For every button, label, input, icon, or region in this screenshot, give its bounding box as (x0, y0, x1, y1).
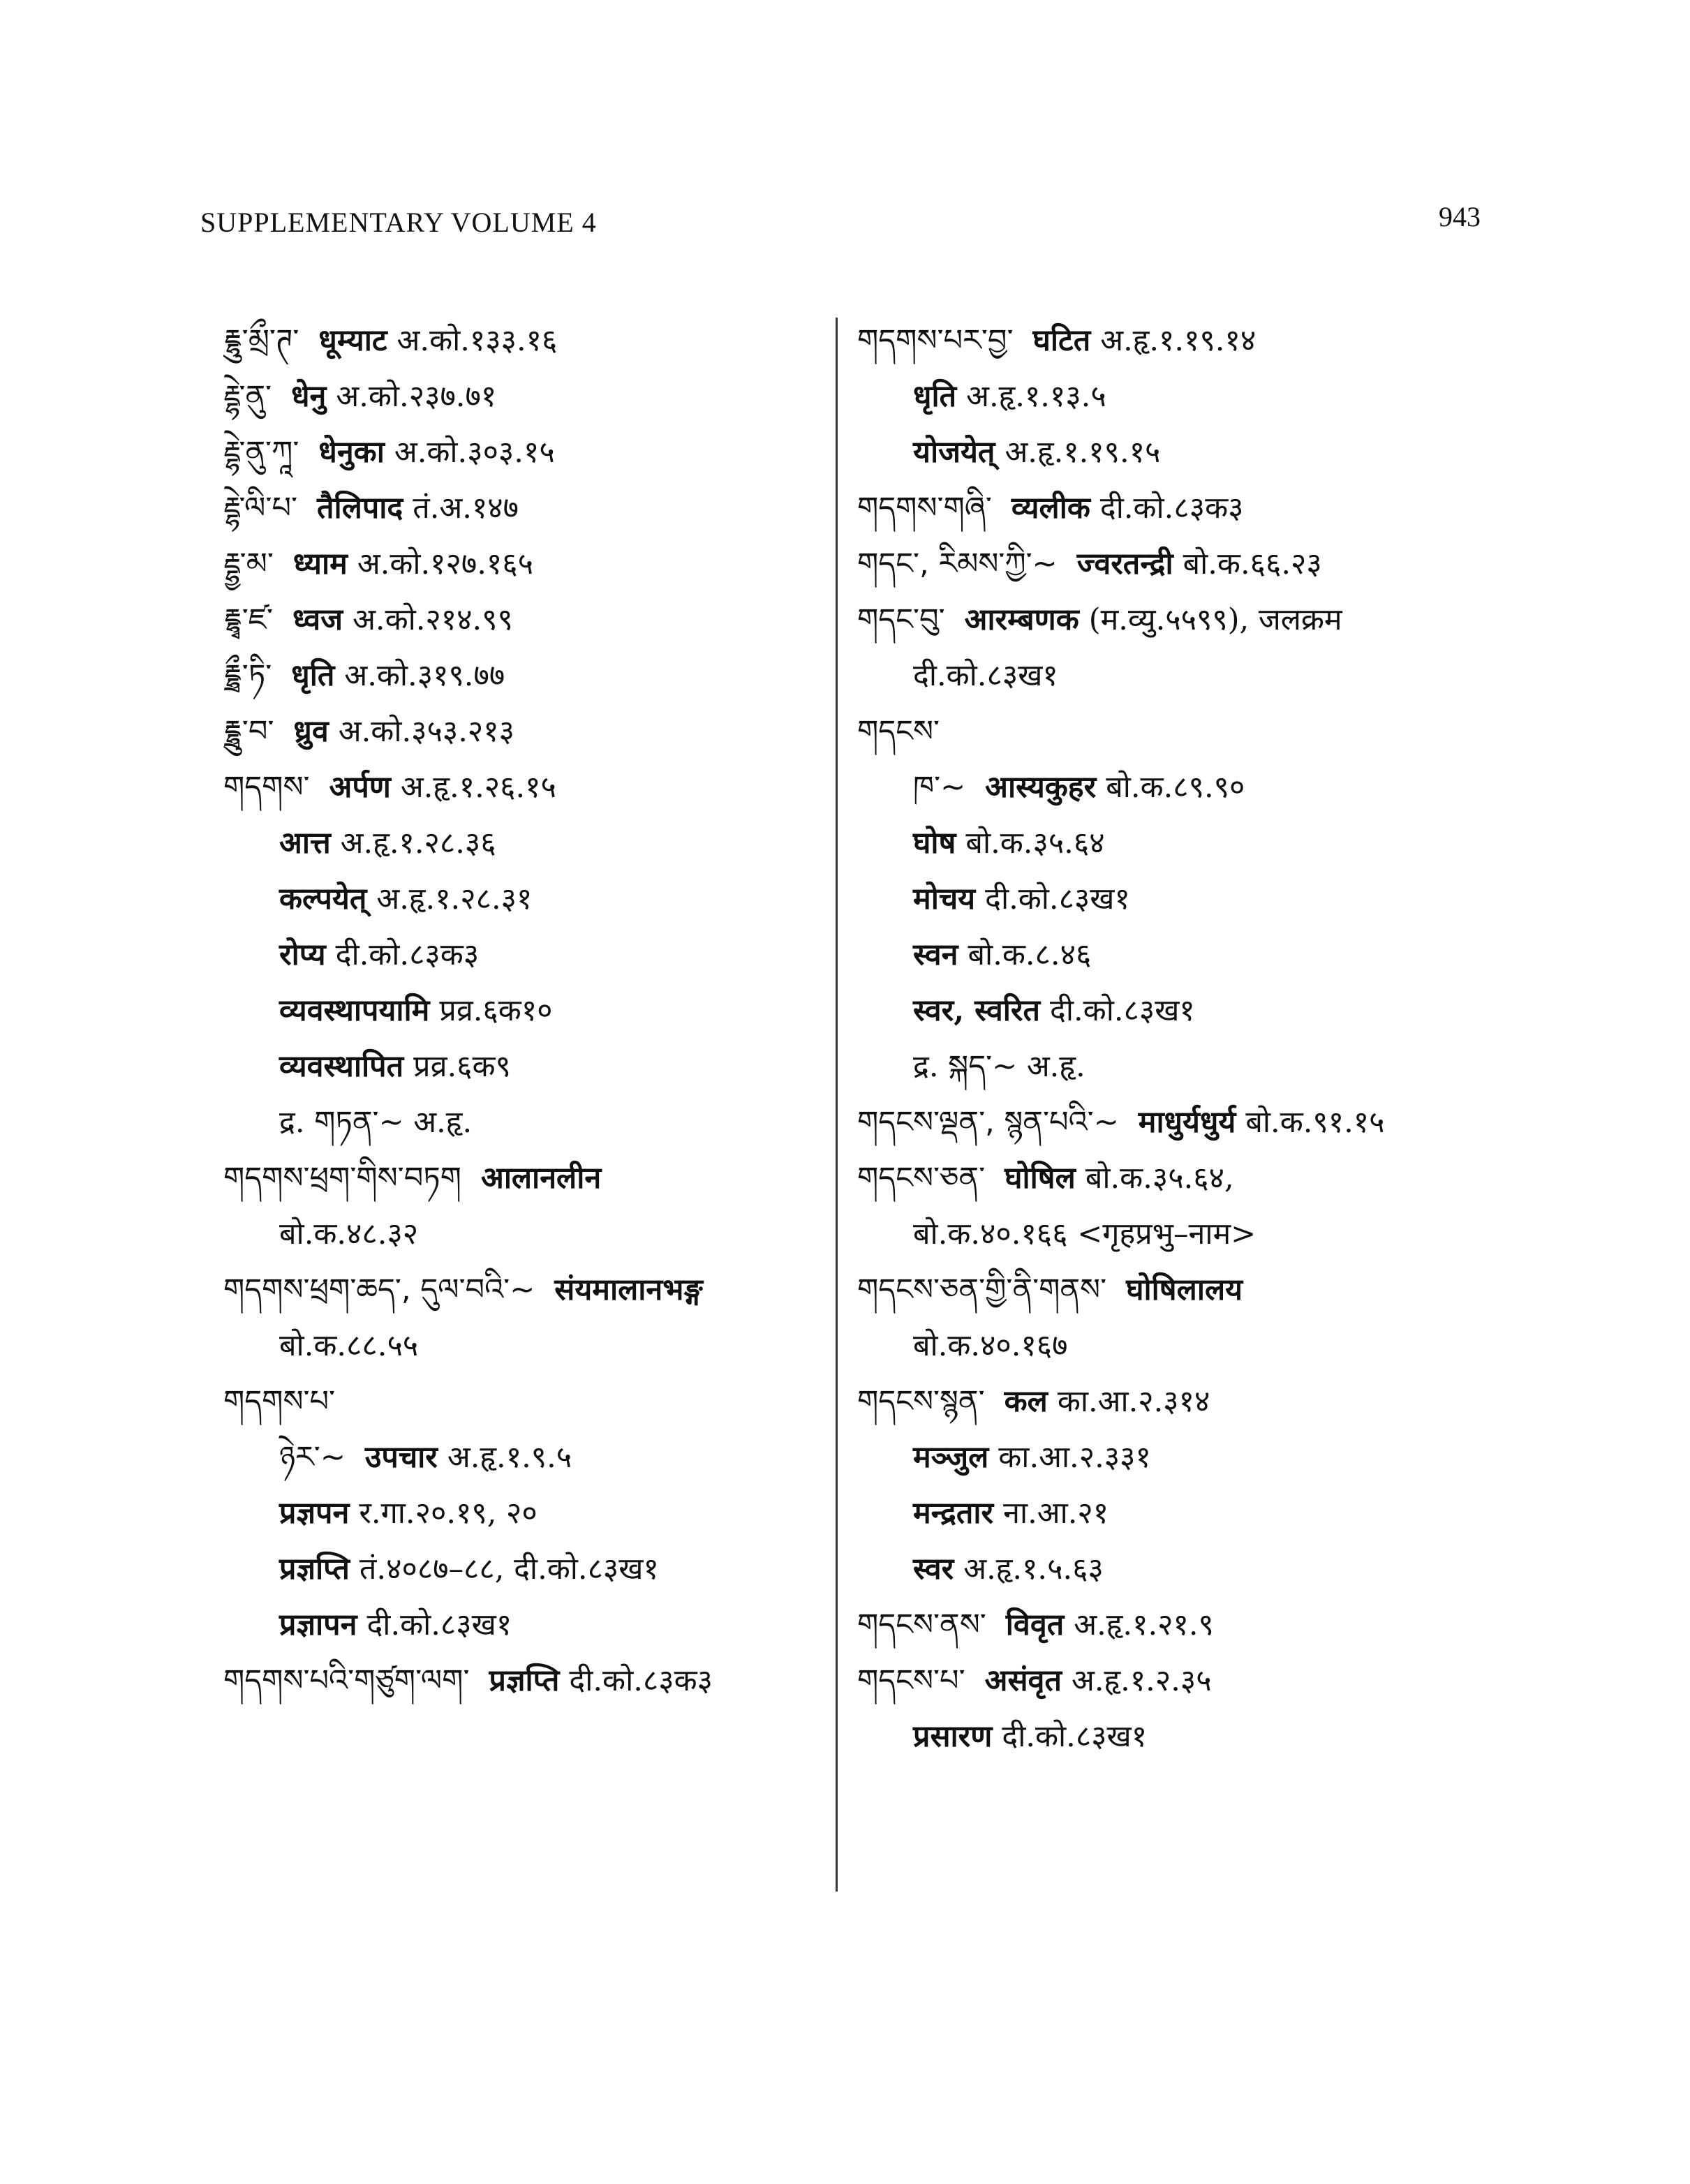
dictionary-entry (223, 1374, 817, 1429)
source-reference: अ.को.१२७.१६५ (357, 547, 534, 581)
source-reference: प्रव्र.६क१० (439, 993, 553, 1028)
source-reference: दी.को.८३ख१ (366, 1607, 512, 1642)
sanskrit-equivalent: विवृत (1005, 1607, 1065, 1642)
source-reference: दी.को.८३ख१ (985, 882, 1130, 916)
dictionary-entry (223, 369, 817, 424)
sanskrit-equivalent: असंवृत (984, 1663, 1062, 1698)
dictionary-entry (857, 480, 1485, 536)
sanskrit-equivalent: प्रज्ञप्ति (489, 1663, 560, 1698)
sub-entry (223, 871, 817, 927)
sanskrit-equivalent: आत्त (279, 826, 331, 861)
sanskrit-equivalent: रोप्य (279, 937, 326, 972)
sanskrit-equivalent: संयमालानभङ्ग (554, 1272, 703, 1307)
sanskrit-equivalent: ध्वज (292, 602, 343, 637)
source-reference: बो.क.८.४६ (968, 937, 1092, 972)
source-reference: बो.क.४८.३२ (279, 1217, 419, 1251)
sanskrit-equivalent: घोषिलालय (1126, 1272, 1243, 1307)
source-reference: ना.आ.२१ (1003, 1496, 1109, 1531)
dictionary-entry (857, 313, 1485, 369)
tibetan-headword: རྡྷུ་མྲྀ་ཊ་ (223, 323, 299, 358)
sub-entry (857, 1039, 1485, 1094)
sanskrit-equivalent: प्रसारण (913, 1719, 993, 1754)
dictionary-entry (223, 704, 817, 759)
tibetan-headword: རྡྷྱ་མ་ (223, 547, 274, 581)
entry-continuation (857, 648, 1485, 704)
dictionary-entry (223, 759, 817, 815)
tibetan-headword: གདངས་ནས་ (857, 1607, 986, 1642)
source-reference: द्र. སྐད་~ अ.हृ. (913, 1049, 1085, 1084)
left-column (223, 313, 817, 1709)
source-reference: अ.हृ.१.२८.३१ (376, 882, 533, 916)
source-reference: बो.क.४०.१६६ <गृहप्रभु–नाम> (913, 1217, 1257, 1251)
dictionary-entry (223, 648, 817, 704)
tibetan-headword: གདངས་ལྡན་, སྙན་པའི་~ (857, 1105, 1119, 1140)
source-reference: द्र. གཏན་~ अ.हृ. (279, 1105, 473, 1140)
sanskrit-equivalent: कल्पयेत् (279, 882, 367, 916)
sub-entry (857, 1485, 1485, 1541)
source-reference: अ.को.३५३.२१३ (338, 714, 514, 749)
source-reference: का.आ.२.३१४ (1057, 1384, 1210, 1419)
tibetan-headword: གདང་བུ་ (857, 602, 945, 637)
sanskrit-equivalent: घोषिल (1005, 1161, 1076, 1196)
sanskrit-equivalent: ध्रुव (293, 714, 329, 749)
tibetan-headword: གདངས་ (857, 714, 940, 749)
column-divider (836, 318, 838, 1892)
tibetan-headword: གདང་, རིམས་ཀྱི་~ (857, 547, 1058, 581)
dictionary-entry (223, 1262, 817, 1318)
source-reference: अ.हृ.१.९.५ (447, 1440, 572, 1475)
dictionary-entry (857, 1262, 1485, 1318)
sanskrit-equivalent: घोष (913, 826, 956, 861)
sanskrit-equivalent: आलानलीन (480, 1161, 602, 1196)
source-reference: अ.को.३१९.७७ (344, 658, 505, 693)
entry-continuation (223, 1206, 817, 1262)
source-reference: अ.हृ.१.१९.१५ (1005, 435, 1161, 470)
source-reference: अ.को.२३७.७१ (336, 379, 497, 414)
sanskrit-equivalent: धृति (913, 379, 957, 414)
sub-entry (223, 1094, 817, 1150)
sub-entry (857, 759, 1485, 815)
tibetan-headword: གདགས་ཕྲག་ཆད་, དུལ་བའི་~ (223, 1272, 535, 1307)
dictionary-entry (857, 1597, 1485, 1653)
sub-entry (857, 1709, 1485, 1765)
source-reference: बो.क.९१.१५ (1245, 1105, 1385, 1140)
sanskrit-equivalent: स्वर, स्वरित (913, 993, 1041, 1028)
dictionary-entry (223, 1150, 817, 1206)
dictionary-entry (857, 1094, 1485, 1150)
sub-entry (857, 871, 1485, 927)
sub-entry (857, 424, 1485, 480)
sanskrit-equivalent: धृति (291, 658, 335, 693)
sub-entry (223, 1429, 817, 1485)
sanskrit-equivalent: घटित (1032, 323, 1091, 358)
dictionary-entry (223, 313, 817, 369)
source-reference: बो.क.८८.५५ (279, 1328, 419, 1363)
source-reference: अ.हृ.१.२.३५ (1071, 1663, 1212, 1698)
sanskrit-equivalent: आस्यकुहर (985, 770, 1097, 805)
sub-entry (223, 983, 817, 1039)
source-reference: तं.अ.१४७ (413, 491, 519, 526)
source-reference: अ.हृ.१.२१.९ (1074, 1607, 1214, 1642)
source-reference: दी.को.८३क३ (1099, 491, 1244, 526)
sub-entry (223, 927, 817, 983)
source-reference: अ.हृ.१.१३.५ (966, 379, 1106, 414)
source-reference: (म.व्यु.५५९९), जलक्रम (1088, 602, 1342, 637)
sub-entry (223, 1485, 817, 1541)
source-reference: अ.हृ.१.२८.३६ (340, 826, 496, 861)
source-reference: अ.को.२१४.९९ (353, 602, 513, 637)
sanskrit-equivalent: व्यवस्थापित (279, 1049, 404, 1084)
dictionary-entry (857, 536, 1485, 592)
tibetan-headword: གདངས་ཅན་གྱི་ནི་གནས་ (857, 1272, 1107, 1307)
sanskrit-equivalent: धूम्याट (318, 323, 387, 358)
dictionary-entry (223, 1653, 817, 1709)
source-reference: बो.क.६६.२३ (1183, 547, 1322, 581)
dictionary-entry (223, 424, 817, 480)
sub-entry (857, 369, 1485, 424)
source-reference: बो.क.८९.९० (1106, 770, 1245, 805)
sanskrit-equivalent: स्वन (913, 937, 958, 972)
tibetan-headword: གདགས་ (223, 770, 310, 805)
dictionary-entry (857, 1374, 1485, 1429)
sanskrit-equivalent: प्रज्ञापन (279, 1607, 357, 1642)
source-reference: अ.को.३०३.१५ (394, 435, 555, 470)
entry-continuation (857, 1206, 1485, 1262)
source-reference: प्रव्र.६क९ (413, 1049, 511, 1084)
sanskrit-equivalent: तैलिपाद (317, 491, 403, 526)
sanskrit-equivalent: व्यलीक (1011, 491, 1090, 526)
sanskrit-equivalent: ध्याम (292, 547, 348, 581)
sanskrit-equivalent: प्रज्ञपन (279, 1496, 350, 1531)
source-reference: अ.हृ.१.५.६३ (963, 1552, 1104, 1587)
sub-entry (223, 1541, 817, 1597)
sub-entry (857, 983, 1485, 1039)
entry-continuation (857, 1318, 1485, 1374)
sub-entry (223, 1039, 817, 1094)
source-reference: बो.क.३५.६४, (1085, 1161, 1234, 1196)
tibetan-headword: རྡྷྭ་ཛ་ (223, 602, 274, 637)
sanskrit-equivalent: प्रज्ञप्ति (279, 1552, 350, 1587)
source-reference: दी.को.८३ख१ (913, 658, 1058, 693)
tibetan-headword: ཁ་~ (913, 770, 966, 805)
dictionary-entry (857, 1653, 1485, 1709)
sanskrit-equivalent: मन्द्रतार (913, 1496, 994, 1531)
sanskrit-equivalent: ज्वरतन्द्री (1076, 547, 1173, 581)
sub-entry (223, 1597, 817, 1653)
tibetan-headword: རྡྷེ་ལི་པ་ (223, 491, 298, 526)
sanskrit-equivalent: मञ्जुल (913, 1440, 989, 1475)
tibetan-headword: རྡྷེ་ནུ་ (223, 379, 272, 414)
source-reference: दी.को.८३क३ (335, 937, 480, 972)
sanskrit-equivalent: अर्पण (329, 770, 391, 805)
tibetan-headword: ཉེར་~ (279, 1440, 346, 1475)
sanskrit-equivalent: माधुर्यधुर्य (1138, 1105, 1236, 1140)
source-reference: दी.को.८३ख१ (1002, 1719, 1148, 1754)
source-reference: र.गा.२०.१९, २० (359, 1496, 538, 1531)
tibetan-headword: རྡྷྲྀ་ཏི་ (223, 658, 272, 693)
dictionary-entry (223, 480, 817, 536)
source-reference: बो.क.४०.१६७ (913, 1328, 1068, 1363)
source-reference: अ.हृ.१.१९.१४ (1100, 323, 1257, 358)
source-reference: तं.४०८७–८८, दी.को.८३ख१ (359, 1552, 659, 1587)
sanskrit-equivalent: उपचार (364, 1440, 438, 1475)
tibetan-headword: གདགས་པ་ (223, 1384, 336, 1419)
source-reference: दी.को.८३ख१ (1050, 993, 1195, 1028)
entry-continuation (223, 1318, 817, 1374)
sub-entry (857, 815, 1485, 871)
tibetan-headword: གདངས་པ་ (857, 1663, 965, 1698)
sub-entry (857, 927, 1485, 983)
source-reference: का.आ.२.३३१ (998, 1440, 1151, 1475)
dictionary-entry (857, 1150, 1485, 1206)
right-column (857, 313, 1485, 1765)
source-reference: बो.क.३५.६४ (965, 826, 1105, 861)
running-title: SUPPLEMENTARY VOLUME 4 (200, 207, 597, 238)
sanskrit-equivalent: व्यवस्थापयामि (279, 993, 430, 1028)
dictionary-entry (857, 704, 1485, 759)
sub-entry (857, 1541, 1485, 1597)
sub-entry (857, 1429, 1485, 1485)
page-number: 943 (1439, 201, 1481, 232)
dictionary-entry (857, 592, 1485, 648)
dictionary-entry (223, 592, 817, 648)
tibetan-headword: གདངས་སྙན་ (857, 1384, 985, 1419)
sanskrit-equivalent: धेनुका (318, 435, 385, 470)
sanskrit-equivalent: आरम्बणक (964, 602, 1079, 637)
sanskrit-equivalent: मोचय (913, 882, 976, 916)
source-reference: अ.को.१३३.१६ (396, 323, 558, 358)
sub-entry (223, 815, 817, 871)
tibetan-headword: གདགས་ཕྲག་གིས་བཏག (223, 1161, 461, 1196)
dictionary-entry (223, 536, 817, 592)
tibetan-headword: གདགས་པར་བྱ་ (857, 323, 1014, 358)
tibetan-headword: རྡྷེ་ནུ་ཀཱ་ (223, 435, 299, 470)
tibetan-headword: རྡྷྲུ་བ་ (223, 714, 274, 749)
sanskrit-equivalent: धेनु (291, 379, 327, 414)
sanskrit-equivalent: योजयेत् (913, 435, 995, 470)
source-reference: दी.को.८३क३ (569, 1663, 713, 1698)
source-reference: अ.हृ.१.२६.१५ (400, 770, 556, 805)
sanskrit-equivalent: स्वर (913, 1552, 954, 1587)
tibetan-headword: གདགས་པའི་གཙུག་ལག་ (223, 1663, 470, 1698)
sanskrit-equivalent: कल (1004, 1384, 1048, 1419)
tibetan-headword: གདངས་ཅན་ (857, 1161, 986, 1196)
tibetan-headword: གདགས་གཞི་ (857, 491, 992, 526)
